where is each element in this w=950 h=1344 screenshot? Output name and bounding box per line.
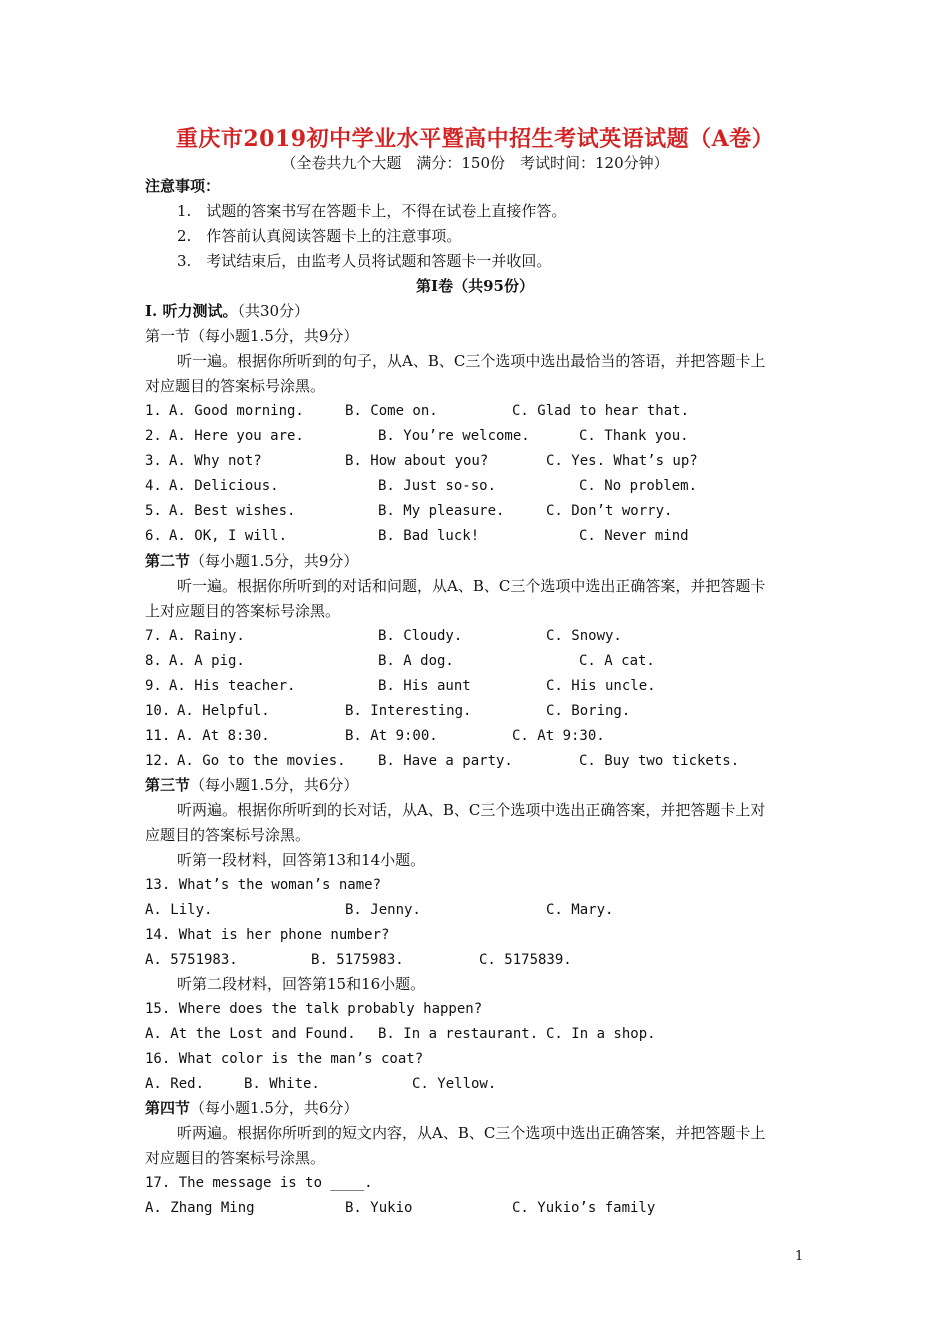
option-c: C. A cat. — [579, 653, 655, 669]
question-number: 5. — [145, 503, 162, 519]
option-c: C. Yellow. — [412, 1076, 497, 1092]
option-b: B. How about you? — [345, 453, 489, 469]
option-a: A. Good morning. — [169, 403, 304, 419]
question-number: 12. — [145, 753, 171, 769]
question-number: 10. — [145, 703, 171, 719]
question-number: 4. — [145, 478, 162, 494]
option-c: C. Never mind — [579, 528, 689, 544]
option-c: C. Glad to hear that. — [512, 403, 690, 419]
option-a: A. Red. — [145, 1076, 205, 1092]
part-title: 第I卷（共95份） — [416, 277, 534, 295]
question-text: 17. The message is to ____. — [145, 1175, 373, 1191]
option-c: C. Yukio’s family — [512, 1200, 656, 1216]
option-a: A. Here you are. — [169, 428, 304, 444]
question-number: 2. — [145, 428, 162, 444]
option-a: A. Best wishes. — [169, 503, 296, 519]
option-b: B. At 9:00. — [345, 728, 438, 744]
section-heading — [145, 301, 309, 321]
instruction: 上对应题目的答案标号涂黑。 — [145, 602, 341, 620]
option-a: A. At the Lost and Found. — [145, 1026, 356, 1042]
option-a: A. Go to the movies. — [177, 753, 346, 769]
question-number: 9. — [145, 678, 162, 694]
option-b: B. Bad luck! — [378, 528, 480, 544]
instruction: 听两遍。根据你所听到的长对话，从A、B、C三个选项中选出正确答案，并把答题卡上对 — [177, 801, 766, 819]
option-c: C. Thank you. — [579, 428, 689, 444]
material-note: 听第一段材料，回答第13和14小题。 — [177, 851, 426, 869]
option-a: A. Why not? — [169, 453, 262, 469]
notice-item: 3. 考试结束后，由监考人员将试题和答题卡一并收回。 — [177, 252, 552, 270]
instruction: 对应题目的答案标号涂黑。 — [145, 1149, 326, 1167]
option-c: C. In a shop. — [546, 1026, 656, 1042]
subsection-label-score: （每小题1.5分，共9分） — [190, 552, 359, 570]
subsection-label-title: 第四节 — [145, 1099, 191, 1117]
instruction: 应题目的答案标号涂黑。 — [145, 826, 311, 844]
option-b: B. Come on. — [345, 403, 438, 419]
option-b: B. 5175983. — [311, 952, 404, 968]
option-c: C. Snowy. — [546, 628, 622, 644]
instruction: 听两遍。根据你所听到的短文内容，从A、B、C三个选项中选出正确答案，并把答题卡上 — [177, 1124, 766, 1142]
subsection-label-title: 第三节 — [145, 776, 191, 794]
subsection-label — [145, 775, 358, 795]
notice-item: 2. 作答前认真阅读答题卡上的注意事项。 — [177, 227, 462, 245]
question-number: 3. — [145, 453, 162, 469]
notice-heading: 注意事项： — [145, 177, 221, 195]
section-heading-label: I. 听力测试。 — [145, 302, 238, 320]
option-b: B. Jenny. — [345, 902, 421, 918]
page-number: 1 — [795, 1249, 804, 1264]
subsection-label-score: （每小题1.5分，共6分） — [190, 776, 359, 794]
option-c: C. At 9:30. — [512, 728, 605, 744]
option-a: A. Rainy. — [169, 628, 245, 644]
option-b: B. White. — [244, 1076, 320, 1092]
subsection-label — [145, 1098, 358, 1118]
question-text: 13. What’s the woman’s name? — [145, 877, 382, 893]
option-a: A. 5751983. — [145, 952, 238, 968]
question-number: 11. — [145, 728, 171, 744]
option-b: B. Yukio — [345, 1200, 413, 1216]
option-c: C. His uncle. — [546, 678, 656, 694]
material-note: 听第二段材料，回答第15和16小题。 — [177, 975, 426, 993]
option-b: B. His aunt — [378, 678, 471, 694]
option-c: C. Yes. What’s up? — [546, 453, 698, 469]
question-number: 7. — [145, 628, 162, 644]
option-c: C. 5175839. — [479, 952, 572, 968]
subsection-label-score: （每小题1.5分，共6分） — [190, 1099, 359, 1117]
subsection-label-title: 第二节 — [145, 552, 191, 570]
option-c: C. Buy two tickets. — [579, 753, 740, 769]
option-b: B. Cloudy. — [378, 628, 463, 644]
exam-info: （全卷共九个大题 满分：150份 考试时间：120分钟） — [281, 154, 669, 172]
question-number: 8. — [145, 653, 162, 669]
option-a: A. His teacher. — [169, 678, 296, 694]
subsection-label: 第一节（每小题1.5分，共9分） — [145, 327, 359, 345]
question-number: 6. — [145, 528, 162, 544]
option-b: B. Have a party. — [378, 753, 513, 769]
instruction: 听一遍。根据你所听到的句子，从A、B、C三个选项中选出最恰当的答语，并把答题卡上 — [177, 352, 766, 370]
option-b: B. In a restaurant. — [378, 1026, 539, 1042]
option-a: A. Zhang Ming — [145, 1200, 255, 1216]
subsection-label — [145, 551, 358, 571]
option-a: A. Helpful. — [177, 703, 270, 719]
option-b: B. A dog. — [378, 653, 454, 669]
notice-item: 1. 试题的答案书写在答题卡上，不得在试卷上直接作答。 — [177, 202, 567, 220]
option-a: A. At 8:30. — [177, 728, 270, 744]
option-a: A. OK, I will. — [169, 528, 288, 544]
question-text: 15. Where does the talk probably happen? — [145, 1001, 483, 1017]
option-b: B. You’re welcome. — [378, 428, 530, 444]
instruction: 对应题目的答案标号涂黑。 — [145, 377, 326, 395]
question-text: 16. What color is the man’s coat? — [145, 1051, 424, 1067]
option-b: B. Interesting. — [345, 703, 472, 719]
option-a: A. Delicious. — [169, 478, 279, 494]
option-c: C. Boring. — [546, 703, 631, 719]
instruction: 听一遍。根据你所听到的对话和问题，从A、B、C三个选项中选出正确答案，并把答题卡 — [177, 577, 766, 595]
option-c: C. Mary. — [546, 902, 614, 918]
option-a: A. A pig. — [169, 653, 245, 669]
question-number: 1. — [145, 403, 162, 419]
option-c: C. No problem. — [579, 478, 698, 494]
question-text: 14. What is her phone number? — [145, 927, 390, 943]
page-title: 重庆市2019初中学业水平暨高中招生考试英语试题（A卷） — [175, 126, 775, 152]
option-a: A. Lily. — [145, 902, 213, 918]
section-heading-score: （共30分） — [237, 302, 310, 320]
option-c: C. Don’t worry. — [546, 503, 673, 519]
option-b: B. My pleasure. — [378, 503, 505, 519]
option-b: B. Just so-so. — [378, 478, 497, 494]
